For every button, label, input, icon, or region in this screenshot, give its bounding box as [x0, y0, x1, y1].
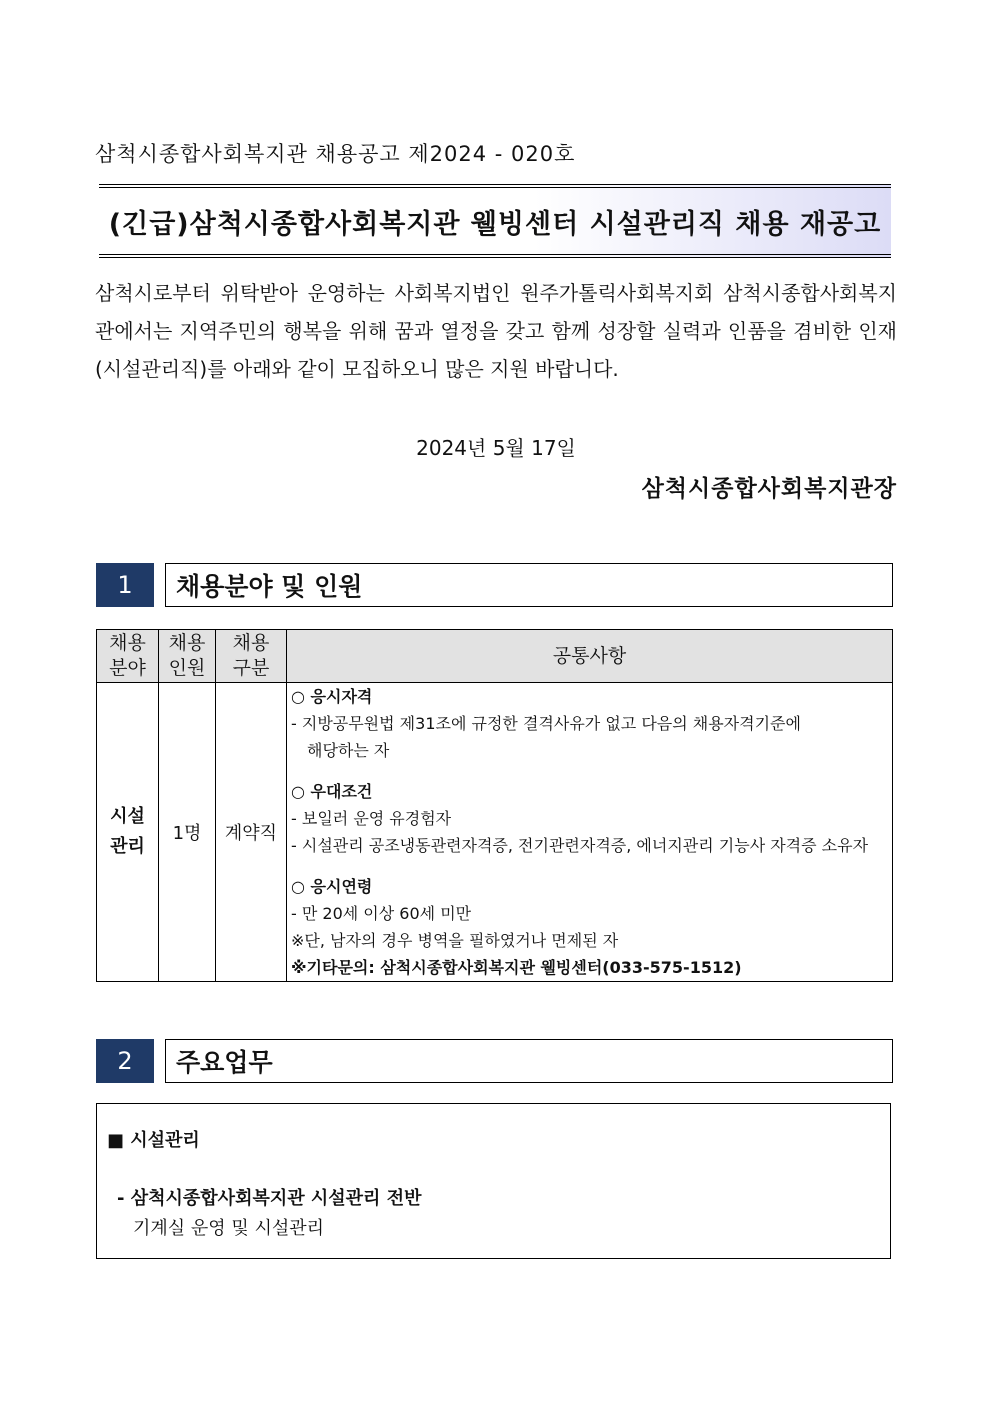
qualification-line-2: 해당하는 자 — [307, 741, 390, 760]
qualification-line-1: - 지방공무원법 제31조에 규정한 결격사유가 없고 다음의 채용자격기준에 — [291, 714, 801, 733]
document-title: (긴급)삼척시종합사회복지관 웰빙센터 시설관리직 채용 재공고 — [108, 208, 882, 240]
header-type — [216, 630, 287, 683]
document-title-box — [99, 184, 891, 258]
header-type-line2: 구분 — [232, 657, 270, 679]
preference-line-2: - 시설관리 공조냉동관련자격증, 전기관련자격증, 에너지관리 기능사 자격증 소유자 — [291, 836, 869, 855]
header-count-line2: 인원 — [168, 657, 206, 679]
duty-line-1: - 삼척시종합사회복지관 시설관리 전반 — [117, 1188, 422, 1209]
cell-field-line1: 시설 — [110, 806, 145, 827]
duty-heading: ■ 시설관리 — [107, 1130, 200, 1151]
header-common: 공통사항 — [287, 630, 893, 683]
duties-box — [96, 1103, 891, 1259]
section-1-number: 1 — [96, 563, 154, 607]
intro-paragraph: 삼척시로부터 위탁받아 운영하는 사회복지법인 원주가톨릭사회복지회 삼척시종합사회복지관에서는 지역주민의 행복을 위해 꿈과 열정을 갖고 함께 성장할 실력과 인품을 겸비한 인재(시설관리직)를 아래와 같이 모집하오니 많은 지원 바랍니다. — [95, 281, 897, 381]
age-line-2: ※단, 남자의 경우 병역을 필하였거나 면제된 자 — [291, 931, 619, 950]
cell-field — [97, 683, 159, 982]
cell-count: 1명 — [159, 683, 216, 982]
cell-field-line2: 관리 — [110, 836, 145, 857]
table-row — [97, 683, 893, 982]
notice-date: 2024년 5월 17일 — [416, 436, 576, 460]
qualification-heading: ○ 응시자격 — [291, 687, 373, 706]
age-line-1: - 만 20세 이상 60세 미만 — [291, 904, 472, 923]
preference-line-1: - 보일러 운영 유경험자 — [291, 809, 452, 828]
recruitment-table — [96, 629, 893, 982]
age-heading: ○ 응시연령 — [291, 877, 373, 896]
header-field — [97, 630, 159, 683]
header-count-line1: 채용 — [168, 632, 206, 654]
preference-heading: ○ 우대조건 — [291, 782, 373, 801]
section-1-title: 채용분야 및 인원 — [165, 563, 893, 607]
cell-type: 계약직 — [216, 683, 287, 982]
header-count — [159, 630, 216, 683]
notice-number: 삼척시종합사회복지관 채용공고 제2024 - 020호 — [95, 142, 576, 166]
header-type-line1: 채용 — [232, 632, 270, 654]
header-field-line1: 채용 — [109, 632, 146, 654]
signer: 삼척시종합사회복지관장 — [641, 476, 897, 502]
cell-common — [287, 683, 893, 982]
header-field-line2: 분야 — [109, 657, 146, 679]
contact-info: ※기타문의: 삼척시종합사회복지관 웰빙센터(033-575-1512) — [291, 958, 742, 977]
section-2-number: 2 — [96, 1039, 154, 1083]
table-header-row — [97, 630, 893, 683]
section-2-title: 주요업무 — [165, 1039, 893, 1083]
duty-line-2: 기계실 운영 및 시설관리 — [133, 1218, 325, 1239]
